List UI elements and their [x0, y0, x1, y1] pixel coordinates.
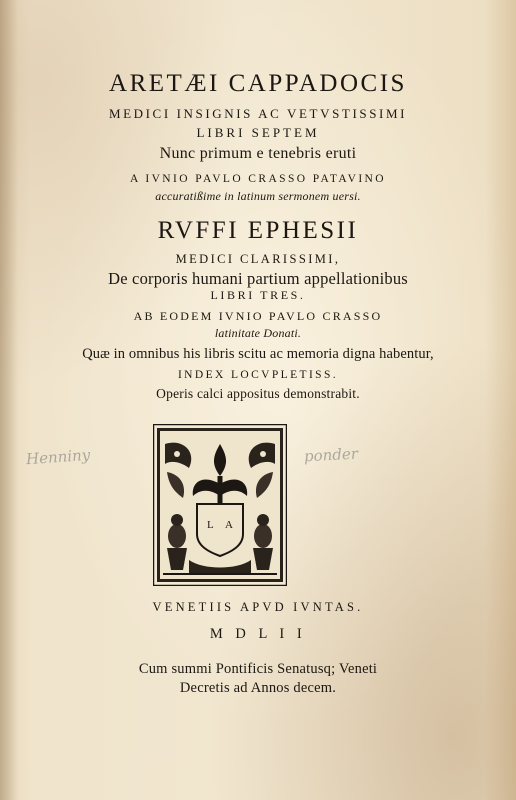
device-letter-a: A	[225, 519, 233, 531]
subtitle-de-corporis: De corporis humani partium appellationibus	[108, 269, 408, 288]
index-note: Operis calci appositus demonstrabit.	[156, 386, 360, 401]
privilege-line-2: Decretis ad Annos decem.	[179, 680, 337, 696]
subtitle-nunc-primum: Nunc primum e tenebris eruti	[159, 145, 357, 162]
subtitle-medici-insignis: MEDICI INSIGNIS AC VETVSTISSIMI	[108, 106, 408, 121]
handwritten-annotation-left: Henniny	[25, 445, 91, 469]
translator-line: A IVNIO PAVLO CRASSO PATAVINO	[130, 173, 386, 185]
index-heading: INDEX LOCVPLETISS.	[177, 369, 339, 381]
handwritten-annotation-right: ponder	[303, 444, 359, 466]
latinitate-note: latinitate Donati.	[214, 326, 302, 340]
subtitle-libri-septem: LIBRI SEPTEM	[196, 125, 320, 140]
imprint-year: M D L I I	[209, 626, 307, 642]
translation-note: accuratißime in latinum sermonem uersi.	[155, 189, 361, 203]
printers-device-woodcut	[153, 424, 287, 586]
device-letter-l: L	[207, 519, 214, 531]
subtitle-libri-tres: LIBRI TRES.	[210, 288, 306, 302]
privilege-line-1: Cum summi Pontificis Senatusq; Veneti	[138, 661, 378, 677]
index-intro: Quæ in omnibus his libris scitu ac memoria digna habentur,	[82, 346, 434, 362]
imprint-place: VENETIIS APVD IVNTAS.	[152, 600, 364, 614]
subtitle-medici-clarissimi: MEDICI CLARISSIMI,	[175, 252, 341, 266]
second-title: RVFFI EPHESII	[157, 217, 359, 244]
translator-line-2: AB EODEM IVNIO PAVLO CRASSO	[133, 309, 383, 323]
main-title: ARETÆI CAPPADOCIS	[109, 70, 407, 97]
